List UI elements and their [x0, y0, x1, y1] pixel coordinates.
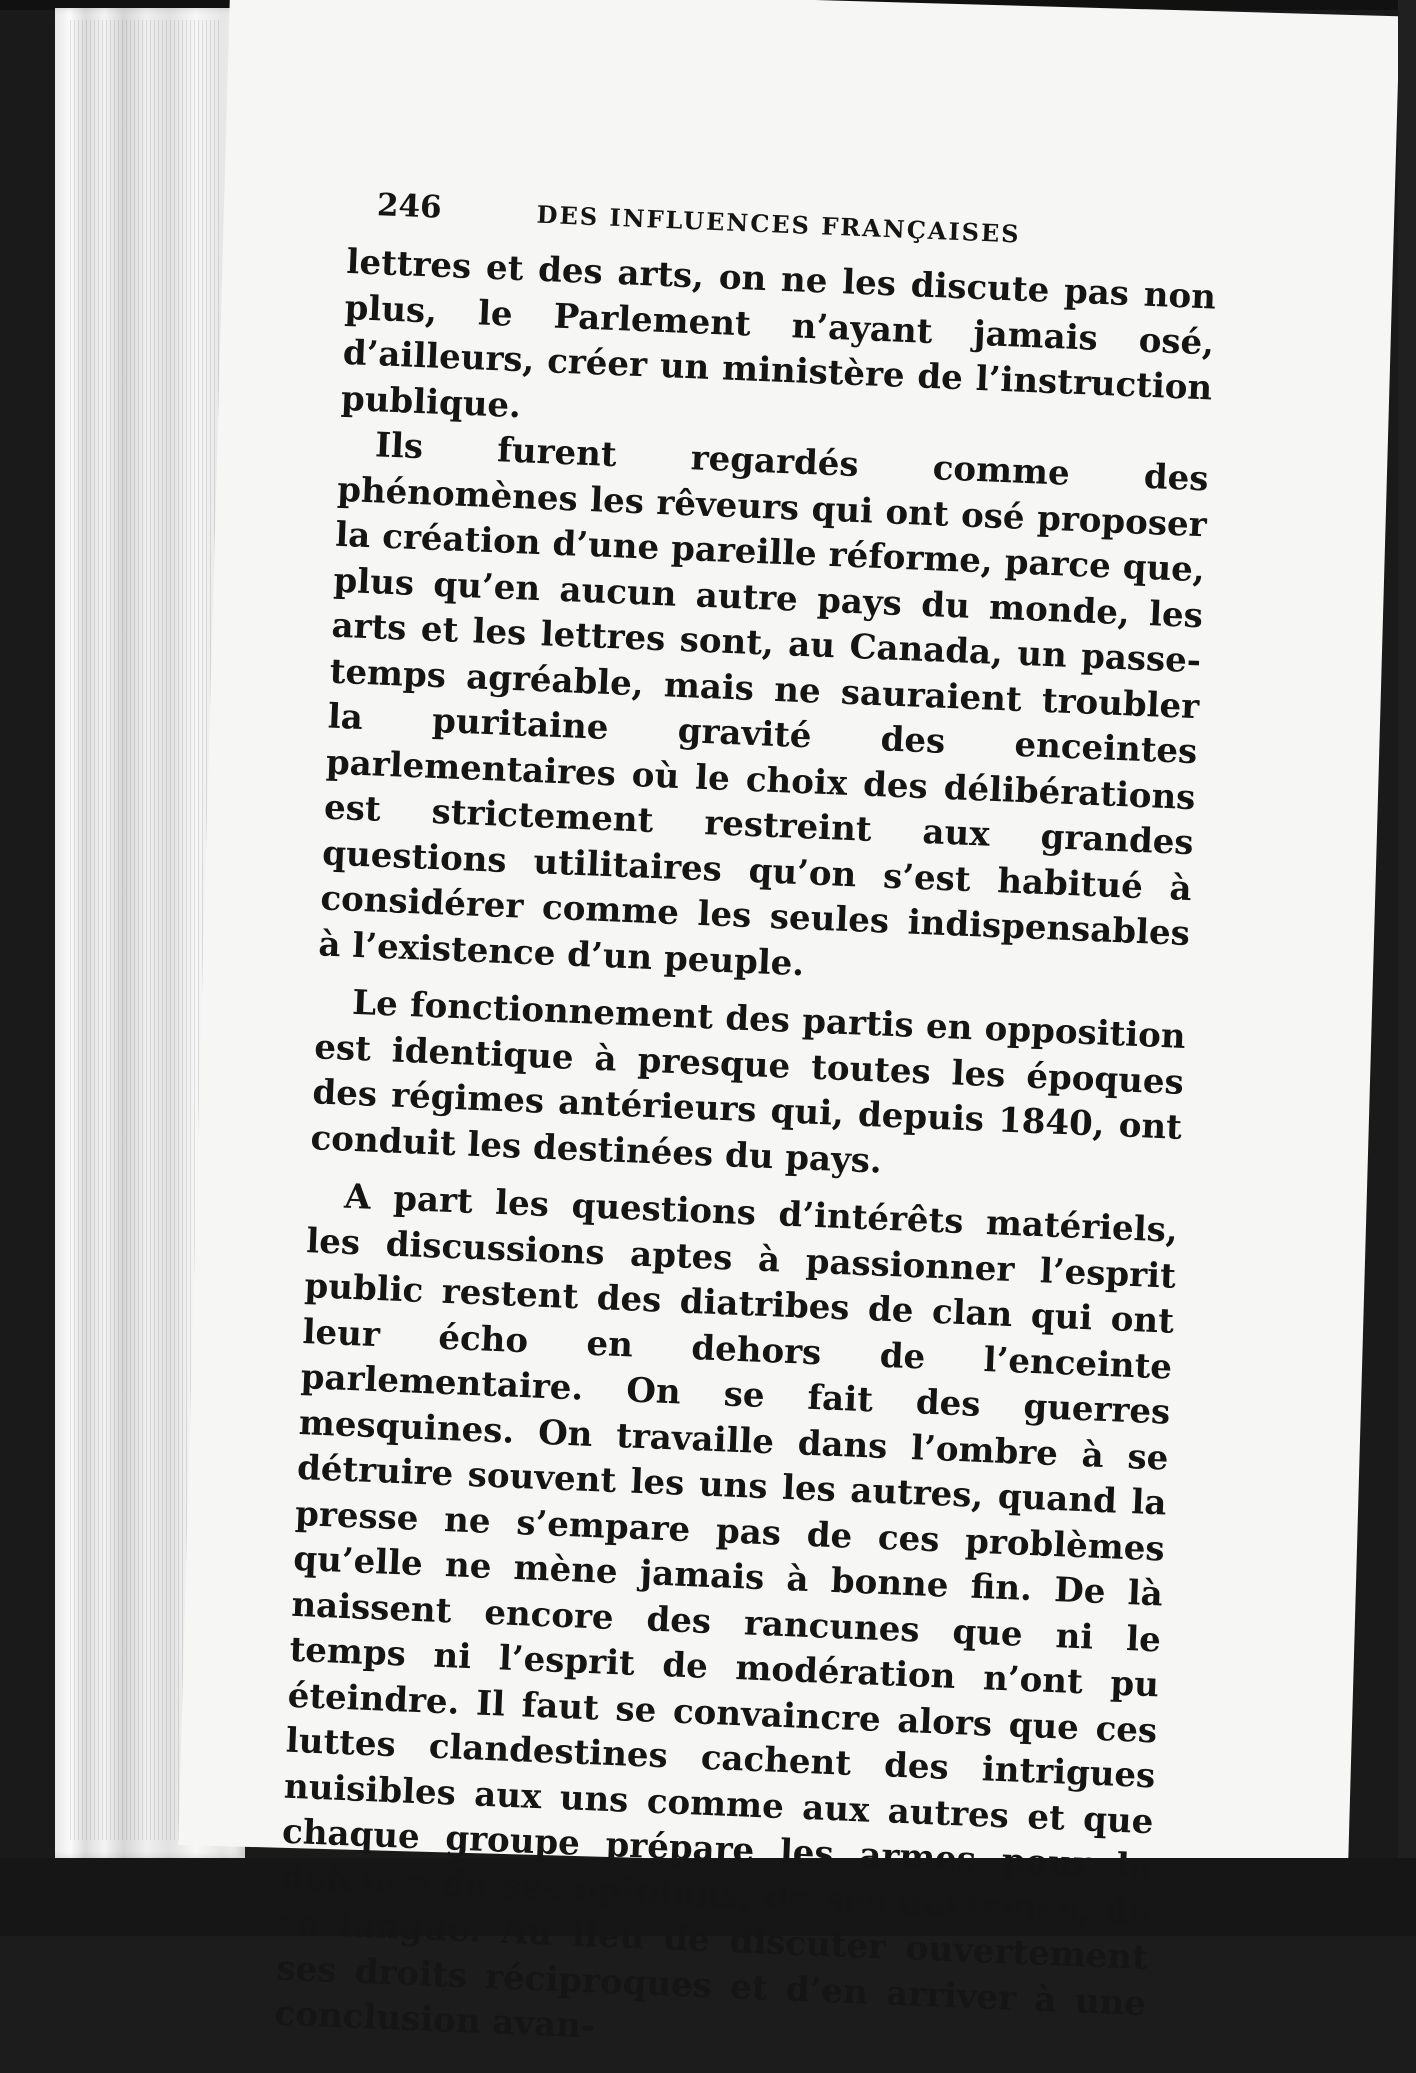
body-text: [274, 240, 1217, 2073]
page-content: [274, 180, 1219, 2073]
paragraph: Ils furent regardés comme des phénomènes les rêveurs qui ont osé proposer la création d’une pareille réforme, parce que, plus qu’en aucun autre pays du monde, les arts et les lettres sont, au Canada, un passe-temps agréable, mais ne sauraient troubler la puritaine gravité des enceintes parlementaires où le choix des délibérations est strictement restreint aux grandes questions utilitaires qu’on s’est habitué à considérer comme les seules indispensables à l’existence d’un peuple.: [317, 425, 1210, 984]
paragraph-continuation: lettres et des arts, on ne les discute pas non plus, le Parlement n’ayant jamais osé, d’ailleurs, créer un ministère de l’instruction publique.: [340, 241, 1217, 426]
paragraph: Le fonctionnement des partis en opposition est identique à presque toutes les époques des régimes antérieurs qui, depuis 1840, ont conduit les destinées du pays.: [309, 982, 1187, 1182]
running-title: DES INFLUENCES FRANÇAISES: [536, 199, 1022, 249]
page-number: 246: [376, 187, 443, 226]
scan-border-right: [1398, 0, 1416, 1936]
paragraph: A part les questions d’intérêts matériels, les discussions aptes à passionner l’esprit public restent des diatribes de clan qui ont leur écho en dehors de l’enceinte parlementaire. On se fait des guerres mesquines. On travaille dans l’ombre à se détruire souvent les uns les autres, quand la presse ne s’empare pas de ces problèmes qu’elle ne mène jamais à bonne fin. De là naissent encore des rancunes que ni le temps ni l’esprit de modération n’ont pu éteindre. Il faut se convaincre alors que ces luttes clandestines cachent des intrigues nuisibles aux uns comme aux autres et que chaque groupe prépare les armes pour la défense de ses opinions, de ses doctrines, de sa langue. Au lieu de discuter ouvertement ses droits réciproques et d’en arriver à une conclusion avan-: [273, 1176, 1179, 2047]
